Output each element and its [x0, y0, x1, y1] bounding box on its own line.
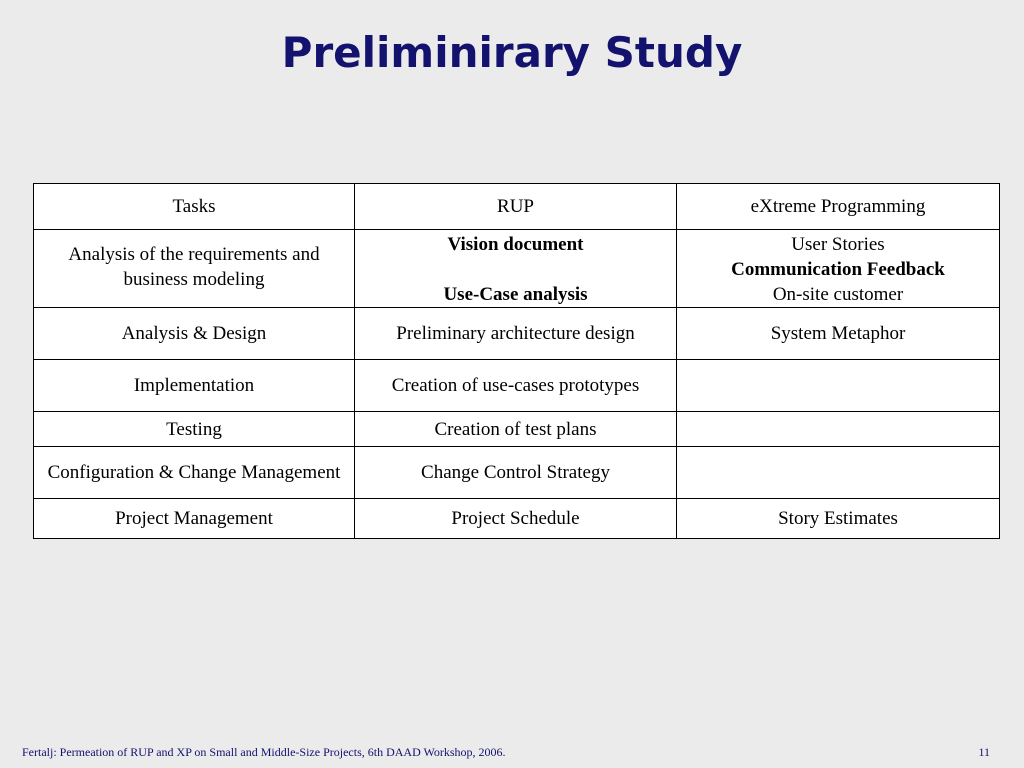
rup-cell: [355, 230, 677, 308]
xp-cell: [677, 412, 1000, 447]
header-xp: eXtreme Programming: [677, 184, 1000, 230]
table-row: [34, 308, 1000, 360]
task-cell: Project Management: [34, 499, 355, 539]
table-row: [34, 360, 1000, 412]
page-number: 11: [978, 745, 990, 759]
task-cell: Configuration & Change Management: [34, 447, 355, 499]
xp-item: Communication Feedback: [731, 259, 945, 280]
footer-citation: Fertalj: Permeation of RUP and XP on Small and Middle-Size Projects, 6th DAAD Workshop, 2006.: [22, 745, 506, 759]
rup-cell: Creation of test plans: [355, 412, 677, 447]
rup-cell: Change Control Strategy: [355, 447, 677, 499]
task-cell: Implementation: [34, 360, 355, 412]
xp-cell: [677, 230, 1000, 308]
task-cell: [34, 230, 355, 308]
rup-item: Use-Case analysis: [443, 284, 588, 305]
xp-item: User Stories: [791, 234, 885, 255]
header-tasks: Tasks: [34, 184, 355, 230]
table-row: [34, 447, 1000, 499]
rup-cell: Creation of use-cases prototypes: [355, 360, 677, 412]
table-row: [34, 230, 1000, 308]
slide-title: Preliminirary Study: [281, 28, 743, 77]
comparison-table: [33, 183, 1000, 539]
xp-cell: [677, 360, 1000, 412]
task-cell: Analysis & Design: [34, 308, 355, 360]
rup-cell: Project Schedule: [355, 499, 677, 539]
table-row: [34, 499, 1000, 539]
rup-item: Vision document: [447, 234, 584, 255]
task-cell: Testing: [34, 412, 355, 447]
xp-item: On-site customer: [772, 284, 904, 305]
table-header-row: [34, 184, 1000, 230]
xp-cell: [677, 447, 1000, 499]
xp-cell: Story Estimates: [677, 499, 1000, 539]
rup-cell: Preliminary architecture design: [355, 308, 677, 360]
header-rup: RUP: [355, 184, 677, 230]
table-row: [34, 412, 1000, 447]
task-label: Analysis of the requirements and business modeling: [68, 244, 320, 290]
xp-cell: System Metaphor: [677, 308, 1000, 360]
